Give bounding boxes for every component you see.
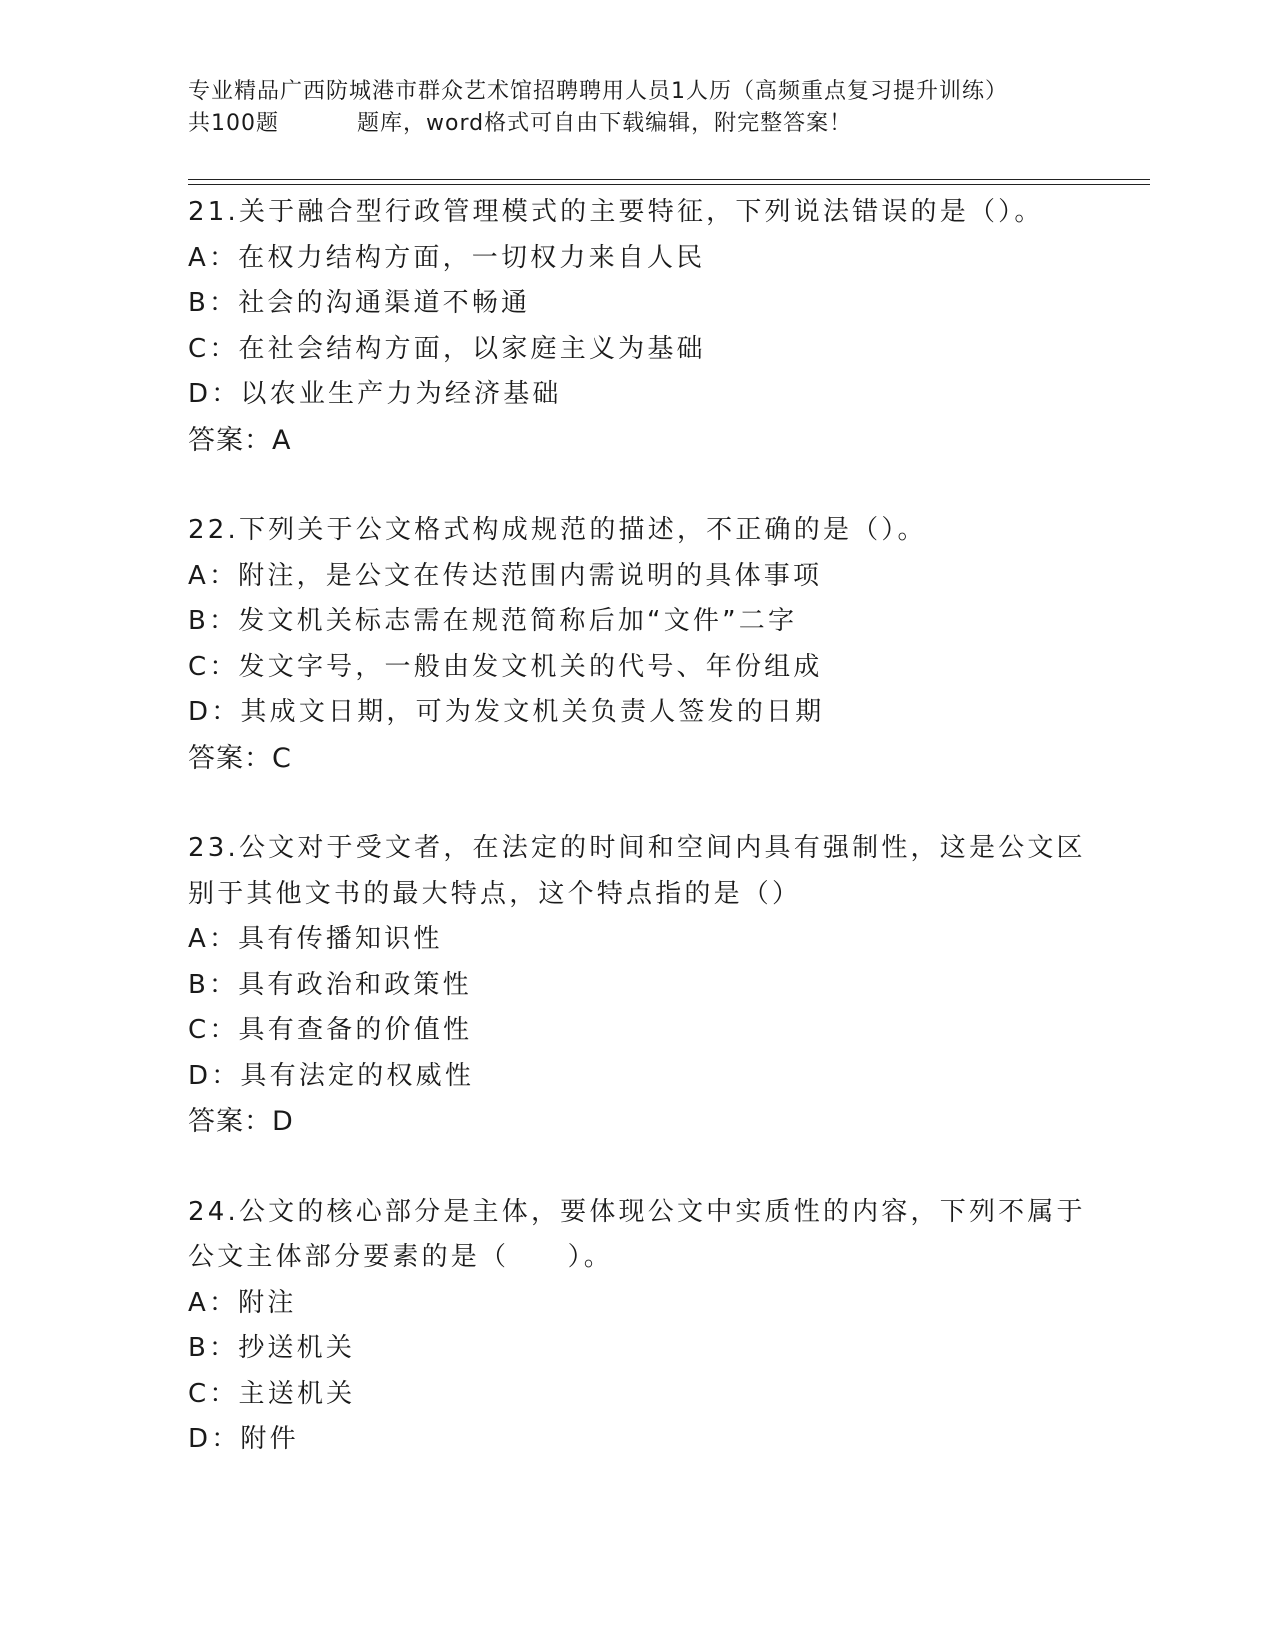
- option-c: C：具有查备的价值性: [188, 1015, 473, 1045]
- answer-line: 答案：A: [188, 424, 292, 456]
- header-divider-top: [188, 179, 1150, 180]
- question-23: [188, 826, 1088, 1145]
- option-d: D：具有法定的权威性: [188, 1060, 475, 1091]
- question-21: [188, 190, 1088, 463]
- question-stem-line-2: 别于其他文书的最大特点，这个特点指的是（）: [188, 878, 802, 909]
- option-b: B：社会的沟通渠道不畅通: [188, 288, 531, 318]
- option-c: C：主送机关: [188, 1378, 356, 1409]
- header-divider-bottom: [188, 184, 1150, 185]
- question-stem: 21.关于融合型行政管理模式的主要特征，下列说法错误的是（）。: [188, 197, 1044, 227]
- option-a: A：附注，是公文在传达范围内需说明的具体事项: [188, 560, 823, 591]
- option-a: A：具有传播知识性: [188, 924, 443, 954]
- option-d: D：以农业生产力为经济基础: [188, 379, 562, 409]
- question-list: [188, 190, 1088, 1463]
- header-question-count: 共100题: [188, 111, 279, 136]
- document-header: [188, 76, 1088, 140]
- option-d: D：附件: [188, 1424, 299, 1454]
- answer-line: 答案：C: [188, 742, 292, 774]
- header-title-line: 专业精品广西防城港市群众艺术馆招聘聘用人员1人历（高频重点复习提升训练）: [188, 79, 1008, 104]
- option-b: B：发文机关标志需在规范简称后加“文件”二字: [188, 606, 798, 636]
- option-d: D：其成文日期，可为发文机关负责人签发的日期: [188, 697, 825, 727]
- question-22: [188, 508, 1088, 781]
- option-a: A：在权力结构方面，一切权力来自人民: [188, 242, 706, 273]
- question-stem: 22.下列关于公文格式构成规范的描述，不正确的是（）。: [188, 515, 927, 545]
- question-stem-line-1: 24.公文的核心部分是主体，要体现公文中实质性的内容，下列不属于: [188, 1196, 1086, 1227]
- question-stem-line-1: 23.公文对于受文者，在法定的时间和空间内具有强制性，这是公文区: [188, 833, 1086, 863]
- question-24: [188, 1190, 1088, 1463]
- header-subtitle-line: [188, 108, 1088, 140]
- option-c: C：发文字号，一般由发文机关的代号、年份组成: [188, 651, 823, 682]
- question-stem-line-2: 公文主体部分要素的是（ ）。: [188, 1242, 614, 1272]
- option-a: A：附注: [188, 1287, 297, 1318]
- header-format-note: 题库，word格式可自由下载编辑，附完整答案！: [357, 111, 853, 136]
- option-c: C：在社会结构方面，以家庭主义为基础: [188, 333, 706, 364]
- option-b: B：具有政治和政策性: [188, 969, 472, 1000]
- option-b: B：抄送机关: [188, 1333, 356, 1363]
- answer-line: 答案：D: [188, 1106, 294, 1137]
